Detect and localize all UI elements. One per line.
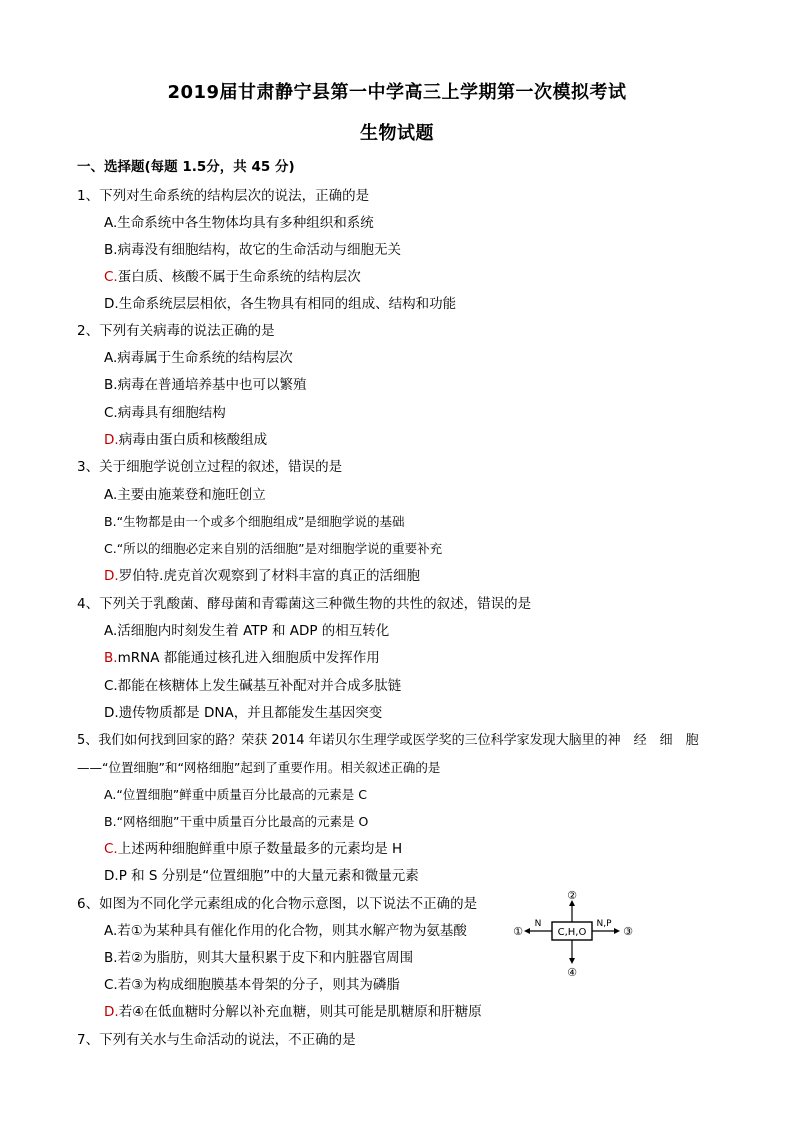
label-left: N — [534, 919, 542, 929]
question-5-option-d: D.P 和 S 分别是“位置细胞”中的大量元素和微量元素 — [104, 868, 419, 884]
question-2-option-c: C.病毒具有细胞结构 — [104, 405, 226, 421]
question-6-option-d: D.若④在低血糖时分解以补充血糖，则其可能是肌糖原和肝糖原 — [104, 1004, 482, 1020]
arrowhead-left — [524, 928, 530, 934]
question-4-option-b: B.mRNA 都能通过核孔进入细胞质中发挥作用 — [104, 650, 380, 666]
arrowhead-down — [569, 958, 575, 964]
question-5-option-c: C.上述两种细胞鲜重中原子数量最多的元素均是 H — [104, 841, 403, 857]
question-1-option-a: A.生命系统中各生物体均具有多种组织和系统 — [104, 215, 374, 231]
compound-element-diagram — [510, 888, 636, 978]
node-top: ② — [567, 889, 577, 902]
question-4-option-d: D.遗传物质都是 DNA，并且都能发生基因突变 — [104, 705, 383, 721]
question-2-option-b: B.病毒在普通培养基中也可以繁殖 — [104, 377, 307, 393]
question-3-option-c: C.“所以的细胞必定来自别的活细胞”是对细胞学说的重要补充 — [104, 541, 443, 556]
question-3-option-d: D.罗伯特.虎克首次观察到了材料丰富的真正的活细胞 — [104, 568, 420, 584]
question-5-stem-continued: ——“位置细胞”和“网格细胞”起到了重要作用。相关叙述正确的是 — [77, 760, 441, 775]
question-1-option-b: B.病毒没有细胞结构，故它的生命活动与细胞无关 — [104, 242, 402, 258]
question-2-stem: 2、下列有关病毒的说法正确的是 — [77, 323, 275, 339]
question-4-stem: 4、下列关于乳酸菌、酵母菌和青霉菌这三种微生物的共性的叙述，错误的是 — [77, 596, 532, 612]
section-heading: 一、选择题(每题 1.5分，共 45 分) — [77, 159, 295, 175]
node-right: ③ — [623, 925, 633, 938]
arrowhead-right — [614, 928, 620, 934]
question-7-stem: 7、下列有关水与生命活动的说法，不正确的是 — [77, 1032, 356, 1048]
question-3-stem: 3、关于细胞学说创立过程的叙述，错误的是 — [77, 459, 343, 475]
center-label: C,H,O — [557, 927, 587, 938]
label-right: N,P — [596, 919, 612, 929]
node-left: ① — [513, 925, 523, 938]
question-5-option-a: A.“位置细胞”鲜重中质量百分比最高的元素是 C — [104, 787, 367, 802]
question-6-stem: 6、如图为不同化学元素组成的化合物示意图，以下说法不正确的是 — [77, 896, 478, 912]
question-1-stem: 1、下列对生命系统的结构层次的说法，正确的是 — [77, 188, 370, 204]
question-6-option-b: B.若②为脂肪，则其大量积累于皮下和内脏器官周围 — [104, 950, 414, 966]
question-3-option-b: B.“生物都是由一个或多个细胞组成”是细胞学说的基础 — [104, 514, 405, 529]
question-1-option-d: D.生命系统层层相依，各生物具有相同的组成、结构和功能 — [104, 296, 457, 312]
question-4-option-a: A.活细胞内时刻发生着 ATP 和 ADP 的相互转化 — [104, 623, 390, 639]
exam-subtitle: 生物试题 — [360, 123, 434, 144]
question-1-option-c: C.蛋白质、核酸不属于生命系统的结构层次 — [104, 269, 361, 285]
question-2-option-a: A.病毒属于生命系统的结构层次 — [104, 350, 293, 366]
question-4-option-c: C.都能在核糖体上发生碱基互补配对并合成多肽链 — [104, 678, 402, 694]
question-6-option-c: C.若③为构成细胞膜基本骨架的分子，则其为磷脂 — [104, 977, 400, 993]
node-bottom: ④ — [567, 966, 577, 978]
question-3-option-a: A.主要由施莱登和施旺创立 — [104, 487, 266, 503]
exam-title: 2019届甘肃静宁县第一中学高三上学期第一次模拟考试 — [167, 82, 627, 103]
question-5-option-b: B.“网格细胞”干重中质量百分比最高的元素是 O — [104, 814, 369, 829]
question-2-option-d: D.病毒由蛋白质和核酸组成 — [104, 432, 268, 448]
question-5-stem: 5、我们如何找到回家的路？荣获 2014 年诺贝尔生理学或医学奖的三位科学家发现大脑里的神 经 细 胞 — [77, 733, 699, 748]
question-6-option-a: A.若①为某种具有催化作用的化合物，则其水解产物为氨基酸 — [104, 923, 467, 939]
